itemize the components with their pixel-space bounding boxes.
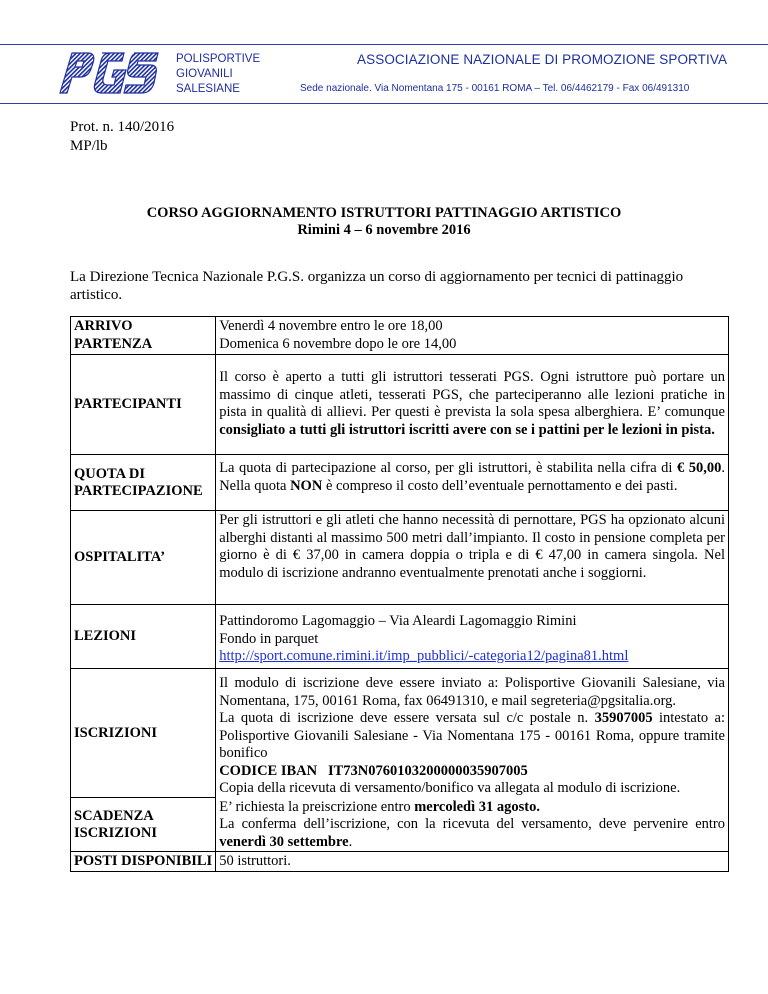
quota-non: NON xyxy=(290,477,323,494)
table-row xyxy=(71,798,729,852)
table-row xyxy=(71,355,729,455)
iban-code: CODICE IBAN IT73N0760103200000035907005 xyxy=(219,762,528,779)
pgs-logo-icon xyxy=(58,49,162,95)
iscrizioni-text-2a: La quota di iscrizione deve essere versata sul c/c postale n. xyxy=(219,710,595,726)
scadenza-date-2: venerdì 30 settembre xyxy=(219,833,349,850)
header-top-rule xyxy=(0,44,768,45)
scadenza-label-line-1: SCADENZA xyxy=(74,807,154,824)
table-row xyxy=(71,852,729,872)
org-name-line-1: POLISPORTIVE xyxy=(176,53,261,65)
table-row xyxy=(71,511,729,605)
quota-text-a: La quota di partecipazione al corso, per gli istruttori, è stabilita nella cifra di xyxy=(219,460,677,476)
iscrizioni-text-2b: intestato a: Polisportive Giovanili Salesiane - Via Nomentana 175 - 00161 Roma, oppure tramite bonifico xyxy=(219,710,725,761)
lezioni-link[interactable]: http://sport.comune.rimini.it/imp_pubblici/-categoria12/pagina81.html xyxy=(219,648,629,664)
partenza-label: PARTENZA xyxy=(74,335,153,352)
row-value-arrivo-partenza xyxy=(216,317,729,355)
quota-value xyxy=(216,455,729,511)
table-row xyxy=(71,669,729,798)
quota-text-b: . Nella quota xyxy=(219,460,725,494)
quota-label-line-2: PARTECIPAZIONE xyxy=(74,483,203,499)
protocol-number: Prot. n. 140/2016 xyxy=(70,119,175,135)
quota-label-line-1: QUOTA DI xyxy=(74,465,146,482)
lezioni-surface: Fondo in parquet xyxy=(219,630,319,647)
arrivo-label: ARRIVO xyxy=(74,318,133,334)
posti-label: POSTI DISPONIBILI xyxy=(71,852,216,872)
iscrizioni-text-1: Il modulo di iscrizione deve essere inviato a: Polisportive Giovanili Salesiane, via Nomentana, 175, 00161 Roma, fax 06491310, e mail segreteria@pgsitalia.org. xyxy=(219,675,725,709)
row-label-arrivo-partenza xyxy=(71,317,216,355)
protocol-initials: MP/lb xyxy=(70,138,108,154)
lezioni-label: LEZIONI xyxy=(71,605,216,669)
iscrizioni-label: ISCRIZIONI xyxy=(71,669,216,798)
scadenza-date-1: mercoledì 31 agosto. xyxy=(414,798,540,815)
scadenza-value xyxy=(216,798,729,852)
partecipanti-value xyxy=(216,355,729,455)
lezioni-venue: Pattindoromo Lagomaggio – Via Aleardi Lagomaggio Rimini xyxy=(219,613,577,629)
arrivo-value: Venerdì 4 novembre entro le ore 18,00 xyxy=(219,318,443,334)
lezioni-value xyxy=(216,605,729,669)
scadenza-text-1 xyxy=(219,799,725,817)
iscrizioni-cc-number: 35907005 xyxy=(594,710,653,726)
document-subtitle: Rimini 4 – 6 novembre 2016 xyxy=(297,222,471,238)
quota-text-c: è compreso il costo dell’eventuale pernottamento e dei pasti. xyxy=(322,477,678,494)
quota-label xyxy=(71,455,216,511)
scadenza-text-2 xyxy=(219,816,725,851)
org-name-line-2: GIOVANILI xyxy=(176,68,233,80)
association-title: ASSOCIAZIONE NAZIONALE DI PROMOZIONE SPORTIVA xyxy=(357,52,728,67)
ospitalita-label: OSPITALITA’ xyxy=(71,511,216,605)
quota-amount: € 50,00 xyxy=(676,460,722,476)
scadenza-label-line-2: ISCRIZIONI xyxy=(74,825,157,841)
partecipanti-text: Il corso è aperto a tutti gli istruttori tesserati PGS. Ogni istruttore può portare un massimo di cinque atleti, tesserati PGS, che parteciperanno alle lezioni pratiche in pista in qualità di allievi. Per questi è prevista la sola spesa alberghiera. xyxy=(219,369,725,420)
intro-paragraph: La Direzione Tecnica Nazionale P.G.S. organizza un corso di aggiornamento per tecnici di pattinaggio artistico. xyxy=(70,269,684,303)
scadenza-label xyxy=(71,798,216,852)
iscrizioni-text-3: Copia della ricevuta di versamento/bonifico va allegata al modulo di iscrizione. xyxy=(219,780,681,796)
posti-value: 50 istruttori. xyxy=(216,852,729,872)
scadenza-text-1a: E’ richiesta la preiscrizione entro xyxy=(219,798,415,815)
partecipanti-label: PARTECIPANTI xyxy=(71,355,216,455)
table-row xyxy=(71,605,729,669)
ospitalita-value: Per gli istruttori e gli atleti che hanno necessità di pernottare, PGS ha opzionato alcuni alberghi distanti al massimo 500 metri dall’impianto. Il costo in pensione completa per giorno è di € 37,00 in camera doppia o tripla e di € 47,00 in camera singola. Nel modulo di iscrizione andranno eventualmente prenotati anche i soggiorni. xyxy=(216,511,729,605)
association-address: Sede nazionale. Via Nomentana 175 - 00161 ROMA – Tel. 06/4462179 - Fax 06/491310 xyxy=(300,83,690,94)
iscrizioni-value xyxy=(216,669,729,798)
org-name-line-3: SALESIANE xyxy=(176,83,240,95)
scadenza-text-2a: La conferma dell’iscrizione, con la ricevuta del versamento, deve pervenire entro xyxy=(219,816,725,832)
course-info-table xyxy=(70,316,729,872)
table-row xyxy=(71,455,729,511)
scadenza-end: . xyxy=(348,833,353,850)
partecipanti-bold: consigliato a tutti gli istruttori iscritti avere con se i pattini per le lezioni in pista. xyxy=(219,421,715,438)
table-row xyxy=(71,317,729,355)
protocol-block xyxy=(70,118,174,156)
iscrizioni-text-2 xyxy=(219,710,725,763)
document-title: CORSO AGGIORNAMENTO ISTRUTTORI PATTINAGGIO ARTISTICO xyxy=(146,205,622,221)
partecipanti-text-2: E’ comunque xyxy=(647,404,725,420)
header-bottom-rule xyxy=(0,103,768,104)
partenza-value: Domenica 6 novembre dopo le ore 14,00 xyxy=(219,335,457,352)
org-name xyxy=(176,52,260,97)
